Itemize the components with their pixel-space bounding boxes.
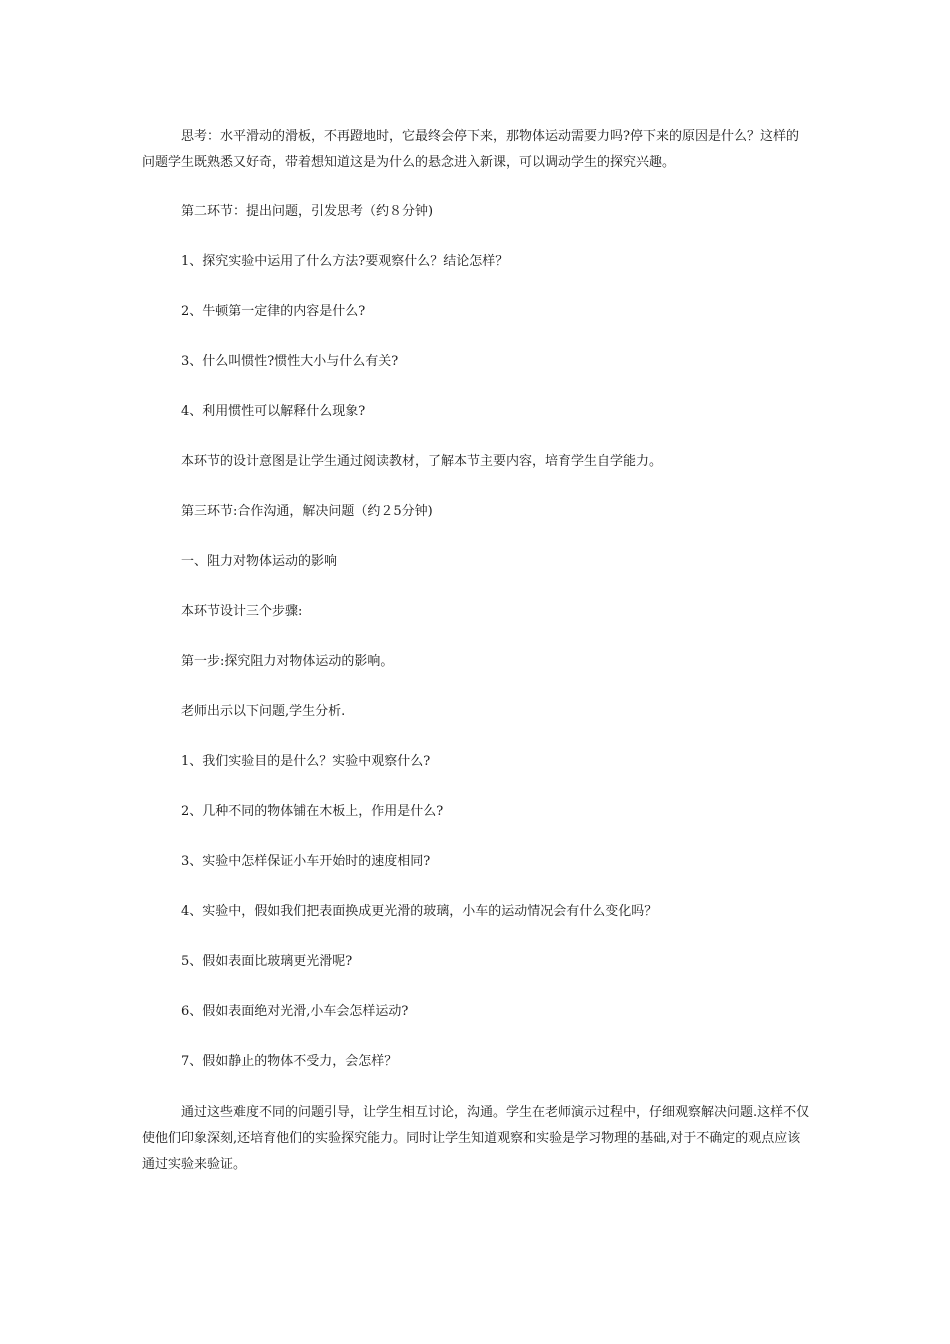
heading-second-stage: 第二环节：提出问题，引发思考（约８分钟) (181, 204, 434, 219)
experiment-question-4: 4、实验中，假如我们把表面换成更光滑的玻璃，小车的运动情况会有什么变化吗？ (181, 904, 658, 919)
question-item-4: 4、利用惯性可以解释什么现象? (181, 404, 366, 419)
paragraph-conclusion: 通过这些难度不同的问题引导，让学生相互讨论，沟通。学生在老师演示过程中，仔细观察解决问题.这样不仅使他们印象深刻,还培育他们的实验探究能力。同时让学生知道观察和实验是学习物理的基础,对于不确定的观点应该通过实验来验证。 (142, 1105, 810, 1172)
paragraph-step-one: 第一步:探究阻力对物体运动的影响。 (181, 654, 394, 669)
heading-third-stage: 第三环节:合作沟通，解决问题（约２5分钟) (181, 504, 433, 519)
experiment-question-3: 3、实验中怎样保证小车开始时的速度相同? (181, 854, 431, 869)
experiment-question-2: 2、几种不同的物体铺在木板上，作用是什么? (181, 804, 444, 819)
question-item-3: 3、什么叫惯性?惯性大小与什么有关? (181, 354, 399, 369)
paragraph-thinking: 思考：水平滑动的滑板，不再蹬地时，它最终会停下来，那物体运动需要力吗?停下来的原因是什么？这样的问题学生既熟悉又好奇，带着想知道这是为什么的悬念进入新课，可以调动学生的探究兴趣。 (142, 129, 799, 170)
question-item-2: 2、牛顿第一定律的内容是什么? (181, 304, 366, 319)
paragraph-teacher-questions: 老师出示以下问题,学生分析. (181, 704, 346, 719)
paragraph-three-steps: 本环节设计三个步骤: (181, 604, 303, 619)
experiment-question-1: 1、我们实验目的是什么？实验中观察什么? (181, 754, 431, 769)
heading-resistance-effect: 一、阻力对物体运动的影响 (181, 554, 338, 569)
experiment-question-6: 6、假如表面绝对光滑,小车会怎样运动? (181, 1004, 409, 1019)
question-item-1: 1、探究实验中运用了什么方法?要观察什么？结论怎样？ (181, 254, 509, 269)
experiment-question-7: 7、假如静止的物体不受力，会怎样？ (181, 1054, 398, 1069)
experiment-question-5: 5、假如表面比玻璃更光滑呢? (181, 954, 353, 969)
paragraph-design-intent: 本环节的设计意图是让学生通过阅读教材，了解本节主要内容，培育学生自学能力。 (181, 454, 663, 469)
